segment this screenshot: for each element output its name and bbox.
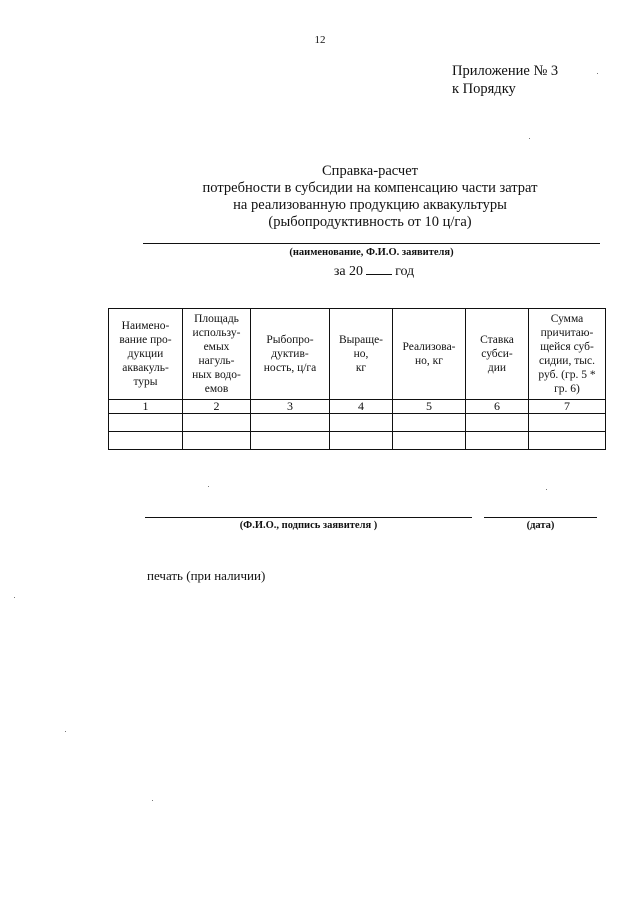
reporting-year (0, 262, 640, 280)
table-cell (466, 414, 529, 432)
scan-speck (597, 73, 598, 74)
table-header-row (109, 309, 606, 400)
table-row (109, 432, 606, 450)
scan-speck (546, 489, 547, 490)
document-title (140, 163, 600, 231)
applicant-name-line (143, 243, 600, 244)
scan-speck (65, 731, 66, 732)
table-cell (466, 432, 529, 450)
signature-line (145, 517, 472, 518)
table-cell (330, 414, 393, 432)
header-subsidy-amount: Сумма причитаю- щейся суб- сидии, тыс. руб. (гр. 5 * гр. 6) (529, 309, 606, 400)
table-cell (109, 414, 183, 432)
header-product-name: Наимено- вание про- дукции аквакуль- туры (109, 309, 183, 400)
table-cell (251, 414, 330, 432)
date-caption: (дата) (526, 520, 555, 531)
title-line-1: Справка-расчет (322, 163, 418, 179)
header-subsidy-rate: Ставка субси- дии (466, 309, 529, 400)
appendix-line-1: Приложение № 3 (452, 63, 559, 79)
title-line-4: (рыбопродуктивность от 10 ц/га) (268, 214, 472, 230)
column-number: 3 (251, 400, 330, 414)
header-sold-kg: Реализова- но, кг (393, 309, 466, 400)
column-number: 5 (393, 400, 466, 414)
year-blank-field (366, 262, 392, 275)
header-pond-area: Площадь использу- емых нагуль- ных водо- емов (183, 309, 251, 400)
page-number: 12 (314, 34, 326, 46)
table-cell (529, 432, 606, 450)
date-line (484, 517, 597, 518)
column-number: 1 (109, 400, 183, 414)
column-number: 7 (529, 400, 606, 414)
scan-speck (529, 138, 530, 139)
table-cell (251, 432, 330, 450)
appendix-line-2: к Порядку (452, 81, 516, 97)
applicant-caption: (наименование, Ф.И.О. заявителя) (289, 247, 454, 258)
scan-speck (152, 800, 153, 801)
table-cell (529, 414, 606, 432)
scan-speck (208, 486, 209, 487)
year-prefix: за 20 (333, 264, 364, 279)
stamp-note: печать (при наличии) (147, 568, 266, 583)
column-number: 2 (183, 400, 251, 414)
title-line-3: на реализованную продукцию аквакультуры (233, 197, 507, 213)
title-line-2: потребности в субсидии на компенсацию части затрат (202, 180, 538, 196)
signature-caption: (Ф.И.О., подпись заявителя ) (239, 520, 378, 531)
scan-speck (14, 597, 15, 598)
column-number-row (109, 400, 606, 414)
table-cell (183, 414, 251, 432)
table-cell (393, 432, 466, 450)
header-fish-productivity: Рыбопро- дуктив- ность, ц/га (251, 309, 330, 400)
table-cell (330, 432, 393, 450)
column-number: 4 (330, 400, 393, 414)
appendix-reference (452, 62, 558, 98)
table-row (109, 414, 606, 432)
year-suffix: год (395, 264, 415, 279)
table-cell (183, 432, 251, 450)
table-cell (109, 432, 183, 450)
table-cell (393, 414, 466, 432)
column-number: 6 (466, 400, 529, 414)
subsidy-calculation-table (108, 308, 606, 450)
header-grown-kg: Выраще- но, кг (330, 309, 393, 400)
